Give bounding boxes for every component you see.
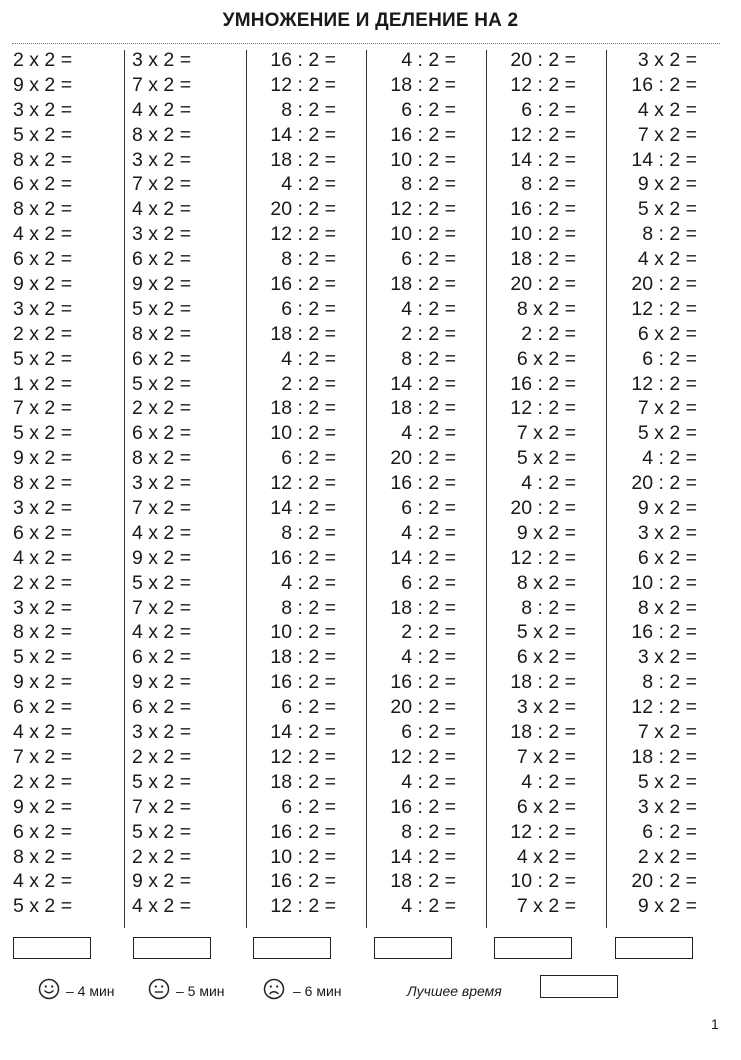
exercise-item: 16 : 2 = bbox=[631, 621, 697, 644]
column-2 bbox=[132, 48, 247, 928]
exercise-item: 12 : 2 = bbox=[270, 472, 336, 495]
exercise-item: 6 : 2 = bbox=[642, 347, 697, 370]
exercise-item: 8 : 2 = bbox=[521, 173, 576, 196]
exercise-item: 2 : 2 = bbox=[281, 372, 336, 395]
exercise-item: 20 : 2 = bbox=[510, 273, 576, 296]
exercise-item: 5 x 2 = bbox=[13, 422, 73, 445]
exercise-item: 7 x 2 = bbox=[637, 721, 697, 744]
exercise-item: 6 x 2 = bbox=[132, 347, 192, 370]
exercise-item: 18 : 2 = bbox=[510, 248, 576, 271]
exercise-item: 4 x 2 = bbox=[132, 98, 192, 121]
exercise-item: 5 x 2 = bbox=[637, 198, 697, 221]
exercise-item: 20 : 2 = bbox=[631, 472, 697, 495]
exercise-item: 8 : 2 = bbox=[401, 820, 456, 843]
exercise-item: 8 : 2 = bbox=[642, 223, 697, 246]
exercise-item: 12 : 2 = bbox=[631, 297, 697, 320]
exercise-item: 2 x 2 = bbox=[13, 49, 73, 71]
exercise-item: 3 x 2 = bbox=[637, 646, 697, 669]
exercise-item: 4 x 2 = bbox=[13, 223, 73, 246]
column-6 bbox=[613, 48, 697, 928]
exercise-item: 4 x 2 = bbox=[637, 248, 697, 271]
exercise-item: 6 : 2 = bbox=[521, 98, 576, 121]
exercise-item: 6 x 2 = bbox=[132, 422, 192, 445]
legend-label-4min: – 4 мин bbox=[66, 983, 115, 999]
neutral-face-icon bbox=[148, 978, 170, 1000]
exercise-item: 7 x 2 = bbox=[516, 895, 576, 918]
exercise-item: 12 : 2 = bbox=[270, 745, 336, 768]
exercise-item: 7 x 2 = bbox=[13, 745, 73, 768]
exercise-item: 6 x 2 = bbox=[516, 646, 576, 669]
exercise-item: 3 x 2 = bbox=[132, 49, 192, 71]
exercise-item: 6 x 2 = bbox=[13, 820, 73, 843]
exercise-item: 12 : 2 = bbox=[631, 372, 697, 395]
exercise-item: 5 x 2 = bbox=[13, 123, 73, 146]
exercise-item: 6 x 2 = bbox=[13, 696, 73, 719]
exercise-item: 8 : 2 = bbox=[401, 173, 456, 196]
exercise-item: 5 x 2 = bbox=[132, 372, 192, 395]
page-number: 1 bbox=[711, 1016, 719, 1032]
exercise-item: 2 x 2 = bbox=[132, 745, 192, 768]
exercise-item: 18 : 2 = bbox=[270, 322, 336, 345]
title-divider bbox=[12, 43, 720, 44]
exercise-item: 8 x 2 = bbox=[132, 322, 192, 345]
exercise-item: 6 x 2 = bbox=[637, 546, 697, 569]
exercise-item: 8 x 2 = bbox=[13, 621, 73, 644]
column-1 bbox=[13, 48, 128, 928]
exercise-item: 14 : 2 = bbox=[390, 372, 456, 395]
exercise-item: 4 : 2 = bbox=[642, 447, 697, 470]
exercise-item: 8 : 2 = bbox=[521, 596, 576, 619]
exercise-item: 20 : 2 = bbox=[390, 447, 456, 470]
exercise-grid bbox=[0, 48, 741, 928]
sad-face-icon bbox=[263, 978, 285, 1000]
exercise-item: 7 x 2 = bbox=[132, 596, 192, 619]
page-title: УМНОЖЕНИЕ И ДЕЛЕНИЕ НА 2 bbox=[222, 10, 519, 31]
exercise-item: 6 x 2 = bbox=[516, 347, 576, 370]
exercise-item: 9 x 2 = bbox=[13, 73, 73, 96]
exercise-item: 9 x 2 = bbox=[637, 497, 697, 520]
exercise-item: 8 x 2 = bbox=[13, 845, 73, 868]
exercise-item: 16 : 2 = bbox=[270, 870, 336, 893]
exercise-item: 8 x 2 = bbox=[516, 297, 576, 320]
exercise-item: 14 : 2 = bbox=[270, 721, 336, 744]
exercise-item: 10 : 2 = bbox=[270, 422, 336, 445]
exercise-item: 5 x 2 = bbox=[637, 770, 697, 793]
exercise-item: 20 : 2 = bbox=[510, 49, 576, 71]
exercise-item: 3 x 2 = bbox=[132, 472, 192, 495]
exercise-item: 12 : 2 = bbox=[390, 198, 456, 221]
exercise-item: 12 : 2 = bbox=[270, 73, 336, 96]
exercise-item: 8 x 2 = bbox=[637, 596, 697, 619]
exercise-item: 5 x 2 = bbox=[13, 895, 73, 918]
exercise-item: 7 x 2 = bbox=[516, 745, 576, 768]
exercise-item: 12 : 2 = bbox=[510, 546, 576, 569]
exercise-item: 6 : 2 = bbox=[281, 297, 336, 320]
exercise-item: 18 : 2 = bbox=[270, 770, 336, 793]
exercise-item: 8 : 2 = bbox=[281, 521, 336, 544]
exercise-item: 10 : 2 = bbox=[510, 870, 576, 893]
exercise-item: 9 x 2 = bbox=[13, 447, 73, 470]
exercise-item: 10 : 2 = bbox=[390, 223, 456, 246]
exercise-item: 5 x 2 = bbox=[132, 820, 192, 843]
exercise-item: 9 x 2 = bbox=[132, 870, 192, 893]
exercise-item: 4 : 2 = bbox=[401, 895, 456, 918]
answer-time-box-6[interactable] bbox=[615, 937, 693, 959]
exercise-item: 2 x 2 = bbox=[13, 770, 73, 793]
exercise-item: 4 x 2 = bbox=[637, 98, 697, 121]
exercise-item: 2 x 2 = bbox=[132, 845, 192, 868]
exercise-item: 12 : 2 = bbox=[510, 73, 576, 96]
exercise-item: 16 : 2 = bbox=[270, 820, 336, 843]
exercise-item: 18 : 2 = bbox=[390, 870, 456, 893]
exercise-item: 3 x 2 = bbox=[637, 795, 697, 818]
smile-face-icon bbox=[38, 978, 60, 1000]
exercise-item: 12 : 2 = bbox=[270, 223, 336, 246]
column-divider bbox=[366, 50, 367, 928]
exercise-item: 6 x 2 = bbox=[637, 322, 697, 345]
exercise-item: 18 : 2 = bbox=[270, 397, 336, 420]
exercise-item: 4 : 2 = bbox=[521, 472, 576, 495]
exercise-item: 14 : 2 = bbox=[270, 497, 336, 520]
exercise-item: 20 : 2 = bbox=[631, 870, 697, 893]
exercise-item: 6 : 2 = bbox=[401, 571, 456, 594]
exercise-item: 5 x 2 = bbox=[132, 571, 192, 594]
exercise-item: 16 : 2 = bbox=[270, 49, 336, 71]
exercise-item: 9 x 2 = bbox=[637, 173, 697, 196]
exercise-item: 9 x 2 = bbox=[13, 273, 73, 296]
exercise-item: 6 x 2 = bbox=[132, 248, 192, 271]
column-3 bbox=[252, 48, 336, 928]
column-5 bbox=[492, 48, 576, 928]
exercise-item: 6 x 2 = bbox=[132, 646, 192, 669]
exercise-item: 10 : 2 = bbox=[390, 148, 456, 171]
exercise-item: 16 : 2 = bbox=[390, 671, 456, 694]
exercise-item: 8 : 2 = bbox=[281, 596, 336, 619]
exercise-item: 14 : 2 = bbox=[510, 148, 576, 171]
exercise-item: 9 x 2 = bbox=[637, 895, 697, 918]
exercise-item: 5 x 2 = bbox=[132, 297, 192, 320]
exercise-item: 12 : 2 = bbox=[631, 696, 697, 719]
exercise-item: 3 x 2 = bbox=[637, 49, 697, 71]
exercise-item: 6 x 2 = bbox=[13, 248, 73, 271]
exercise-item: 9 x 2 = bbox=[516, 521, 576, 544]
exercise-item: 5 x 2 = bbox=[516, 621, 576, 644]
exercise-item: 16 : 2 = bbox=[270, 546, 336, 569]
exercise-item: 14 : 2 = bbox=[390, 546, 456, 569]
legend-label-6min: – 6 мин bbox=[293, 983, 342, 999]
exercise-item: 16 : 2 = bbox=[631, 73, 697, 96]
exercise-item: 3 x 2 = bbox=[13, 497, 73, 520]
exercise-item: 4 : 2 = bbox=[401, 646, 456, 669]
exercise-item: 18 : 2 = bbox=[510, 721, 576, 744]
exercise-item: 4 : 2 = bbox=[401, 770, 456, 793]
exercise-item: 3 x 2 = bbox=[13, 98, 73, 121]
exercise-item: 3 x 2 = bbox=[132, 223, 192, 246]
exercise-item: 10 : 2 = bbox=[270, 845, 336, 868]
best-time-label: Лучшее время bbox=[407, 983, 502, 999]
exercise-item: 4 : 2 = bbox=[401, 422, 456, 445]
exercise-item: 18 : 2 = bbox=[631, 745, 697, 768]
exercise-item: 8 x 2 = bbox=[516, 571, 576, 594]
exercise-item: 6 : 2 = bbox=[401, 721, 456, 744]
answer-time-box-2[interactable] bbox=[133, 937, 211, 959]
exercise-item: 3 x 2 = bbox=[132, 148, 192, 171]
exercise-item: 4 x 2 = bbox=[13, 721, 73, 744]
exercise-item: 6 x 2 = bbox=[13, 521, 73, 544]
exercise-item: 6 : 2 = bbox=[401, 98, 456, 121]
exercise-item: 16 : 2 = bbox=[270, 273, 336, 296]
exercise-item: 4 : 2 = bbox=[281, 571, 336, 594]
exercise-item: 8 : 2 = bbox=[642, 671, 697, 694]
exercise-item: 3 x 2 = bbox=[516, 696, 576, 719]
column-4 bbox=[372, 48, 456, 928]
exercise-item: 6 : 2 = bbox=[401, 497, 456, 520]
time-legend bbox=[0, 976, 741, 1006]
exercise-item: 8 : 2 = bbox=[281, 248, 336, 271]
exercise-item: 4 x 2 = bbox=[132, 895, 192, 918]
exercise-item: 18 : 2 = bbox=[390, 73, 456, 96]
exercise-item: 4 : 2 = bbox=[281, 173, 336, 196]
exercise-item: 4 x 2 = bbox=[132, 198, 192, 221]
exercise-item: 20 : 2 = bbox=[510, 497, 576, 520]
best-time-box[interactable] bbox=[540, 975, 618, 998]
exercise-item: 7 x 2 = bbox=[13, 397, 73, 420]
exercise-item: 3 x 2 = bbox=[132, 721, 192, 744]
column-divider bbox=[486, 50, 487, 928]
exercise-item: 4 : 2 = bbox=[401, 49, 456, 71]
exercise-item: 14 : 2 = bbox=[631, 148, 697, 171]
exercise-item: 4 x 2 = bbox=[132, 621, 192, 644]
exercise-item: 4 : 2 = bbox=[281, 347, 336, 370]
answer-time-box-1[interactable] bbox=[13, 937, 91, 959]
exercise-item: 10 : 2 = bbox=[510, 223, 576, 246]
exercise-item: 18 : 2 = bbox=[270, 646, 336, 669]
exercise-item: 4 x 2 = bbox=[132, 521, 192, 544]
exercise-item: 9 x 2 = bbox=[132, 671, 192, 694]
exercise-item: 6 x 2 = bbox=[132, 696, 192, 719]
exercise-item: 7 x 2 = bbox=[637, 123, 697, 146]
exercise-item: 9 x 2 = bbox=[13, 795, 73, 818]
exercise-item: 6 : 2 = bbox=[281, 696, 336, 719]
exercise-item: 2 x 2 = bbox=[132, 397, 192, 420]
column-divider bbox=[124, 50, 125, 928]
exercise-item: 7 x 2 = bbox=[516, 422, 576, 445]
exercise-item: 2 x 2 = bbox=[13, 322, 73, 345]
exercise-item: 16 : 2 = bbox=[390, 123, 456, 146]
exercise-item: 5 x 2 = bbox=[637, 422, 697, 445]
exercise-item: 10 : 2 = bbox=[631, 571, 697, 594]
exercise-item: 6 : 2 = bbox=[401, 248, 456, 271]
exercise-item: 4 x 2 = bbox=[516, 845, 576, 868]
exercise-item: 18 : 2 = bbox=[390, 397, 456, 420]
exercise-item: 8 : 2 = bbox=[401, 347, 456, 370]
exercise-item: 4 : 2 = bbox=[401, 521, 456, 544]
exercise-item: 1 x 2 = bbox=[13, 372, 73, 395]
exercise-item: 14 : 2 = bbox=[270, 123, 336, 146]
exercise-item: 20 : 2 = bbox=[631, 273, 697, 296]
exercise-item: 7 x 2 = bbox=[637, 397, 697, 420]
exercise-item: 16 : 2 = bbox=[390, 795, 456, 818]
exercise-item: 6 x 2 = bbox=[516, 795, 576, 818]
exercise-item: 18 : 2 = bbox=[270, 148, 336, 171]
exercise-item: 6 : 2 = bbox=[281, 447, 336, 470]
column-divider bbox=[606, 50, 607, 928]
exercise-item: 6 x 2 = bbox=[13, 173, 73, 196]
exercise-item: 12 : 2 = bbox=[510, 820, 576, 843]
exercise-item: 3 x 2 = bbox=[637, 521, 697, 544]
exercise-item: 8 x 2 = bbox=[13, 198, 73, 221]
exercise-item: 5 x 2 = bbox=[13, 646, 73, 669]
exercise-item: 2 x 2 = bbox=[13, 571, 73, 594]
answer-time-box-3[interactable] bbox=[253, 937, 331, 959]
exercise-item: 8 x 2 = bbox=[132, 123, 192, 146]
exercise-item: 5 x 2 = bbox=[516, 447, 576, 470]
exercise-item: 16 : 2 = bbox=[270, 671, 336, 694]
exercise-item: 8 : 2 = bbox=[281, 98, 336, 121]
exercise-item: 7 x 2 = bbox=[132, 73, 192, 96]
exercise-item: 2 : 2 = bbox=[521, 322, 576, 345]
exercise-item: 5 x 2 = bbox=[13, 347, 73, 370]
exercise-item: 6 : 2 = bbox=[281, 795, 336, 818]
exercise-item: 20 : 2 = bbox=[390, 696, 456, 719]
exercise-item: 4 x 2 = bbox=[13, 546, 73, 569]
exercise-item: 2 : 2 = bbox=[401, 322, 456, 345]
exercise-item: 18 : 2 = bbox=[510, 671, 576, 694]
exercise-item: 3 x 2 = bbox=[13, 596, 73, 619]
exercise-item: 12 : 2 = bbox=[510, 397, 576, 420]
exercise-item: 18 : 2 = bbox=[390, 596, 456, 619]
legend-label-5min: – 5 мин bbox=[176, 983, 225, 999]
exercise-item: 14 : 2 = bbox=[390, 845, 456, 868]
exercise-item: 12 : 2 = bbox=[510, 123, 576, 146]
exercise-item: 4 : 2 = bbox=[521, 770, 576, 793]
exercise-item: 7 x 2 = bbox=[132, 173, 192, 196]
exercise-item: 2 : 2 = bbox=[401, 621, 456, 644]
exercise-item: 16 : 2 = bbox=[510, 372, 576, 395]
exercise-item: 7 x 2 = bbox=[132, 795, 192, 818]
exercise-item: 6 : 2 = bbox=[642, 820, 697, 843]
exercise-item: 8 x 2 = bbox=[13, 472, 73, 495]
exercise-item: 12 : 2 = bbox=[270, 895, 336, 918]
exercise-item: 10 : 2 = bbox=[270, 621, 336, 644]
exercise-item: 16 : 2 = bbox=[390, 472, 456, 495]
exercise-item: 9 x 2 = bbox=[132, 546, 192, 569]
exercise-item: 5 x 2 = bbox=[132, 770, 192, 793]
answer-time-box-4[interactable] bbox=[374, 937, 452, 959]
exercise-item: 2 x 2 = bbox=[637, 845, 697, 868]
exercise-item: 8 x 2 = bbox=[132, 447, 192, 470]
exercise-item: 12 : 2 = bbox=[390, 745, 456, 768]
exercise-item: 3 x 2 = bbox=[13, 297, 73, 320]
answer-time-box-5[interactable] bbox=[494, 937, 572, 959]
column-divider bbox=[246, 50, 247, 928]
exercise-item: 7 x 2 = bbox=[132, 497, 192, 520]
exercise-item: 8 x 2 = bbox=[13, 148, 73, 171]
exercise-item: 4 x 2 = bbox=[13, 870, 73, 893]
exercise-item: 9 x 2 = bbox=[132, 273, 192, 296]
exercise-item: 18 : 2 = bbox=[390, 273, 456, 296]
exercise-item: 16 : 2 = bbox=[510, 198, 576, 221]
exercise-item: 4 : 2 = bbox=[401, 297, 456, 320]
exercise-item: 9 x 2 = bbox=[13, 671, 73, 694]
exercise-item: 20 : 2 = bbox=[270, 198, 336, 221]
